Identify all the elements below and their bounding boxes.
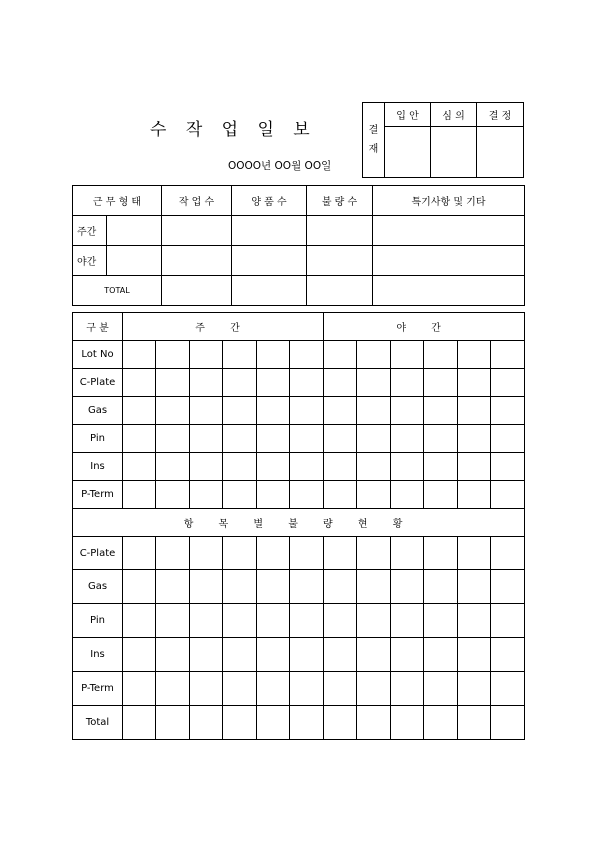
detail-cell[interactable] bbox=[257, 453, 290, 481]
defects-cell[interactable] bbox=[357, 537, 391, 570]
defects-row-label: C-Plate bbox=[73, 537, 123, 570]
defects-cell[interactable] bbox=[290, 604, 324, 638]
defects-cell[interactable] bbox=[257, 537, 290, 570]
approval-sign-draft[interactable] bbox=[385, 127, 431, 178]
defects-cell[interactable] bbox=[324, 604, 357, 638]
detail-cell[interactable] bbox=[257, 425, 290, 453]
defects-cell[interactable] bbox=[391, 537, 424, 570]
defects-cell[interactable] bbox=[156, 537, 190, 570]
detail-cell[interactable] bbox=[424, 369, 458, 397]
detail-cell[interactable] bbox=[357, 369, 391, 397]
defects-cell[interactable] bbox=[290, 706, 324, 740]
detail-header-night: 야 간 bbox=[324, 313, 525, 341]
defects-cell[interactable] bbox=[458, 706, 491, 740]
detail-cell[interactable] bbox=[190, 341, 223, 369]
detail-cell[interactable] bbox=[223, 397, 257, 425]
defects-cell[interactable] bbox=[424, 672, 458, 706]
detail-cell[interactable] bbox=[290, 425, 324, 453]
detail-cell[interactable] bbox=[458, 341, 491, 369]
detail-cell[interactable] bbox=[391, 397, 424, 425]
defects-cell[interactable] bbox=[458, 604, 491, 638]
defects-cell[interactable] bbox=[223, 570, 257, 604]
summary-cell[interactable] bbox=[232, 246, 307, 276]
defects-cell[interactable] bbox=[156, 638, 190, 672]
detail-cell[interactable] bbox=[324, 425, 357, 453]
defects-cell[interactable] bbox=[324, 638, 357, 672]
defects-cell[interactable] bbox=[424, 570, 458, 604]
defects-cell[interactable] bbox=[190, 706, 223, 740]
defects-cell[interactable] bbox=[156, 706, 190, 740]
defects-cell[interactable] bbox=[290, 638, 324, 672]
defects-cell[interactable] bbox=[424, 638, 458, 672]
detail-cell[interactable] bbox=[458, 425, 491, 453]
defects-cell[interactable] bbox=[491, 570, 525, 604]
approval-sign-decision[interactable] bbox=[477, 127, 524, 178]
detail-cell[interactable] bbox=[156, 341, 190, 369]
detail-cell[interactable] bbox=[123, 425, 156, 453]
detail-cell[interactable] bbox=[324, 453, 357, 481]
detail-cell[interactable] bbox=[458, 481, 491, 509]
detail-cell[interactable] bbox=[190, 369, 223, 397]
summary-cell[interactable] bbox=[232, 216, 307, 246]
detail-cell[interactable] bbox=[324, 481, 357, 509]
detail-cell[interactable] bbox=[223, 425, 257, 453]
defects-cell[interactable] bbox=[391, 604, 424, 638]
detail-cell[interactable] bbox=[357, 341, 391, 369]
detail-cell[interactable] bbox=[190, 481, 223, 509]
detail-cell[interactable] bbox=[257, 369, 290, 397]
detail-cell[interactable] bbox=[357, 453, 391, 481]
approval-header-draft: 입 안 bbox=[385, 103, 431, 127]
defects-cell[interactable] bbox=[156, 604, 190, 638]
defects-cell[interactable] bbox=[391, 570, 424, 604]
detail-cell[interactable] bbox=[156, 453, 190, 481]
approval-side-label-1: 결 bbox=[368, 125, 379, 136]
detail-cell[interactable] bbox=[190, 397, 223, 425]
defects-cell[interactable] bbox=[458, 672, 491, 706]
defects-cell[interactable] bbox=[491, 706, 525, 740]
defects-cell[interactable] bbox=[223, 604, 257, 638]
defects-row-label: Ins bbox=[73, 638, 123, 672]
approval-side-label bbox=[363, 103, 385, 178]
defects-cell[interactable] bbox=[458, 570, 491, 604]
defects-cell[interactable] bbox=[391, 706, 424, 740]
approval-header-review: 심 의 bbox=[431, 103, 477, 127]
defects-cell[interactable] bbox=[257, 604, 290, 638]
summary-cell[interactable] bbox=[307, 276, 373, 306]
defects-cell[interactable] bbox=[391, 638, 424, 672]
detail-cell[interactable] bbox=[424, 341, 458, 369]
defects-cell[interactable] bbox=[223, 537, 257, 570]
defects-cell[interactable] bbox=[491, 672, 525, 706]
detail-cell[interactable] bbox=[391, 341, 424, 369]
summary-cell[interactable] bbox=[162, 246, 232, 276]
detail-cell[interactable] bbox=[123, 481, 156, 509]
defects-cell[interactable] bbox=[257, 672, 290, 706]
summary-cell[interactable] bbox=[107, 246, 162, 276]
detail-row-label: Ins bbox=[73, 453, 123, 481]
summary-header-remarks: 특기사항 및 기타 bbox=[373, 186, 525, 216]
detail-cell[interactable] bbox=[123, 397, 156, 425]
defects-cell[interactable] bbox=[156, 570, 190, 604]
defects-cell[interactable] bbox=[424, 604, 458, 638]
detail-cell[interactable] bbox=[424, 453, 458, 481]
summary-cell[interactable] bbox=[307, 246, 373, 276]
defects-cell[interactable] bbox=[257, 638, 290, 672]
detail-cell[interactable] bbox=[223, 481, 257, 509]
summary-row-label-day: 주간 bbox=[73, 216, 107, 246]
detail-cell[interactable] bbox=[290, 481, 324, 509]
defects-cell[interactable] bbox=[190, 537, 223, 570]
defects-cell[interactable] bbox=[324, 672, 357, 706]
defects-cell[interactable] bbox=[190, 638, 223, 672]
summary-header-work-count: 작 업 수 bbox=[162, 186, 232, 216]
defects-cell[interactable] bbox=[458, 638, 491, 672]
defects-cell[interactable] bbox=[223, 672, 257, 706]
detail-cell[interactable] bbox=[491, 369, 525, 397]
detail-cell[interactable] bbox=[491, 397, 525, 425]
defects-cell[interactable] bbox=[324, 706, 357, 740]
defects-section-title: 항 목 별 불 량 현 황 bbox=[73, 509, 525, 537]
detail-cell[interactable] bbox=[290, 397, 324, 425]
detail-cell[interactable] bbox=[223, 341, 257, 369]
detail-cell[interactable] bbox=[123, 453, 156, 481]
detail-cell[interactable] bbox=[156, 369, 190, 397]
detail-cell[interactable] bbox=[123, 369, 156, 397]
summary-header-good-count: 양 품 수 bbox=[232, 186, 307, 216]
detail-cell[interactable] bbox=[324, 341, 357, 369]
detail-cell[interactable] bbox=[290, 453, 324, 481]
defects-cell[interactable] bbox=[290, 570, 324, 604]
detail-cell[interactable] bbox=[458, 369, 491, 397]
summary-table bbox=[72, 185, 525, 306]
defects-cell[interactable] bbox=[123, 638, 156, 672]
approval-side-label-2: 재 bbox=[368, 144, 379, 155]
summary-row-label-night: 야간 bbox=[73, 246, 107, 276]
defects-cell[interactable] bbox=[357, 570, 391, 604]
defects-cell[interactable] bbox=[391, 672, 424, 706]
detail-cell[interactable] bbox=[357, 397, 391, 425]
detail-cell[interactable] bbox=[391, 453, 424, 481]
summary-row-label-total: TOTAL bbox=[73, 276, 162, 306]
defects-cell[interactable] bbox=[491, 604, 525, 638]
defects-row-label: Pin bbox=[73, 604, 123, 638]
defects-row-label: Gas bbox=[73, 570, 123, 604]
detail-cell[interactable] bbox=[190, 425, 223, 453]
detail-cell[interactable] bbox=[190, 453, 223, 481]
defects-cell[interactable] bbox=[123, 537, 156, 570]
summary-cell[interactable] bbox=[232, 276, 307, 306]
detail-cell[interactable] bbox=[391, 369, 424, 397]
summary-cell[interactable] bbox=[307, 216, 373, 246]
detail-cell[interactable] bbox=[156, 397, 190, 425]
approval-table bbox=[362, 102, 524, 178]
detail-cell[interactable] bbox=[491, 453, 525, 481]
defects-cell[interactable] bbox=[357, 706, 391, 740]
detail-cell[interactable] bbox=[156, 481, 190, 509]
detail-cell[interactable] bbox=[391, 425, 424, 453]
defects-cell[interactable] bbox=[357, 672, 391, 706]
detail-table bbox=[72, 312, 525, 740]
defects-cell[interactable] bbox=[223, 638, 257, 672]
defects-cell[interactable] bbox=[424, 706, 458, 740]
detail-cell[interactable] bbox=[357, 425, 391, 453]
document-title: 수 작 업 일 보 bbox=[150, 120, 317, 140]
defects-cell[interactable] bbox=[257, 706, 290, 740]
detail-cell[interactable] bbox=[223, 453, 257, 481]
detail-cell[interactable] bbox=[257, 481, 290, 509]
detail-header-category: 구 분 bbox=[73, 313, 123, 341]
detail-row-label: Pin bbox=[73, 425, 123, 453]
defects-cell[interactable] bbox=[357, 604, 391, 638]
detail-cell[interactable] bbox=[424, 425, 458, 453]
summary-cell[interactable] bbox=[162, 276, 232, 306]
defects-cell[interactable] bbox=[123, 672, 156, 706]
detail-cell[interactable] bbox=[290, 341, 324, 369]
defects-row-label: P-Term bbox=[73, 672, 123, 706]
summary-cell[interactable] bbox=[373, 276, 525, 306]
defects-cell[interactable] bbox=[424, 537, 458, 570]
detail-header-day: 주 간 bbox=[123, 313, 324, 341]
defects-cell[interactable] bbox=[257, 570, 290, 604]
defects-cell[interactable] bbox=[491, 638, 525, 672]
detail-cell[interactable] bbox=[257, 397, 290, 425]
summary-cell[interactable] bbox=[107, 216, 162, 246]
summary-header-defect-count: 불 량 수 bbox=[307, 186, 373, 216]
defects-cell[interactable] bbox=[458, 537, 491, 570]
detail-cell[interactable] bbox=[357, 481, 391, 509]
defects-cell[interactable] bbox=[123, 570, 156, 604]
summary-header-work-type: 근 무 형 태 bbox=[73, 186, 162, 216]
detail-row-label: P-Term bbox=[73, 481, 123, 509]
summary-cell[interactable] bbox=[373, 216, 525, 246]
detail-cell[interactable] bbox=[458, 453, 491, 481]
detail-cell[interactable] bbox=[424, 397, 458, 425]
detail-row-label: Gas bbox=[73, 397, 123, 425]
detail-cell[interactable] bbox=[257, 341, 290, 369]
detail-cell[interactable] bbox=[223, 369, 257, 397]
detail-cell[interactable] bbox=[491, 341, 525, 369]
detail-cell[interactable] bbox=[458, 397, 491, 425]
detail-cell[interactable] bbox=[324, 397, 357, 425]
detail-cell[interactable] bbox=[324, 369, 357, 397]
detail-cell[interactable] bbox=[491, 481, 525, 509]
detail-row-label: C-Plate bbox=[73, 369, 123, 397]
detail-cell[interactable] bbox=[424, 481, 458, 509]
defects-cell[interactable] bbox=[190, 604, 223, 638]
defects-cell[interactable] bbox=[156, 672, 190, 706]
detail-cell[interactable] bbox=[123, 341, 156, 369]
defects-cell[interactable] bbox=[190, 672, 223, 706]
detail-cell[interactable] bbox=[156, 425, 190, 453]
detail-cell[interactable] bbox=[491, 425, 525, 453]
defects-cell[interactable] bbox=[190, 570, 223, 604]
defects-row-label: Total bbox=[73, 706, 123, 740]
defects-cell[interactable] bbox=[324, 570, 357, 604]
defects-cell[interactable] bbox=[357, 638, 391, 672]
summary-cell[interactable] bbox=[162, 216, 232, 246]
summary-cell[interactable] bbox=[373, 246, 525, 276]
approval-header-decision: 결 정 bbox=[477, 103, 524, 127]
detail-row-label: Lot No bbox=[73, 341, 123, 369]
defects-cell[interactable] bbox=[290, 537, 324, 570]
defects-cell[interactable] bbox=[491, 537, 525, 570]
detail-cell[interactable] bbox=[391, 481, 424, 509]
date-line: OOOO년 OO월 OO일 bbox=[228, 160, 332, 172]
defects-cell[interactable] bbox=[123, 604, 156, 638]
detail-cell[interactable] bbox=[290, 369, 324, 397]
defects-cell[interactable] bbox=[123, 706, 156, 740]
defects-cell[interactable] bbox=[324, 537, 357, 570]
defects-cell[interactable] bbox=[290, 672, 324, 706]
approval-sign-review[interactable] bbox=[431, 127, 477, 178]
defects-cell[interactable] bbox=[223, 706, 257, 740]
